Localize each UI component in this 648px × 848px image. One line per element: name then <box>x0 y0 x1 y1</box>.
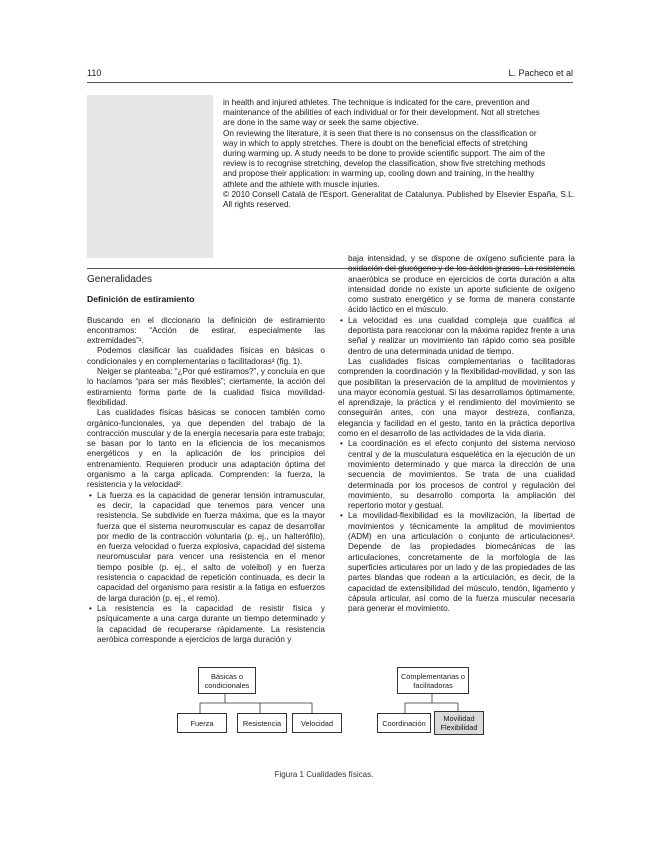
diagram-node-velocidad: Velocidad <box>292 713 342 733</box>
running-header <box>87 68 573 82</box>
paragraph: Las cualidades físicas básicas se conocen también como orgánico-funcionales, ya que dependen del trabajo de la contracción muscular y de la energía necesaria para este trabajo; se basan por lo tanto en la eficiencia de los mecanismos energéticos y en la aplicación de los principios del entrenamiento. Requieren producir una adaptación óptima del organismo a la carga aplicada. Comprenden: la fuerza, la resistencia y la velocidad². <box>87 408 325 490</box>
paragraph: Neiger se planteaba: “¿Por qué estiramos?”, y concluía en que lo hacíamos “para ser más flexibles”; ciertamente, la acción del estiramiento forma parte de la cualidad física movilidad-flexibilidad. <box>87 367 326 407</box>
list-item <box>87 491 325 604</box>
bullet-list <box>338 439 575 614</box>
right-column <box>338 254 575 614</box>
abstract-line: and propose their application: in warming up, cooling down and training, in the healthy <box>223 169 535 179</box>
diagram-node-fuerza: Fuerza <box>177 713 227 733</box>
section-title: Generalidades <box>87 274 153 285</box>
list-item <box>338 511 575 614</box>
diagram-node-complementarias: Complementarias o facilitadoras <box>397 667 469 694</box>
header-rule <box>87 82 573 83</box>
abstract-line: way in which to apply stretches. There is doubt on the beneficial effects of stretching <box>223 138 528 148</box>
list-item <box>338 439 575 511</box>
subsection-title: Definición de estiramiento <box>87 294 195 305</box>
paragraph: Podemos clasificar las cualidades físicas en básicas o condicionales y en complementarias o facilitadoras² (fig. 1). <box>87 346 325 366</box>
abstract-sidebar-box <box>87 95 213 258</box>
list-item-text: La movilidad-flexibilidad es la movilización, la libertad de movimientos y técnicamente la amplitud de movimientos (ADM) en una articulación o conjunto de articulaciones³. Depende de las propiedades biomecánicas de las articulaciones, concretamente de la morfología de las superficies articulares por un lado y de las propiedades de las partes blandas que rodean a la articulación, es decir, de la capacidad de extensibilidad del músculo, tendón, ligamento y cápsula articular, así como de la fuerza muscular necesaria para generar el movimiento. <box>348 511 575 614</box>
paragraph: Buscando en el diccionario la definición de estiramiento encontramos: “Acción de estirar, especialmente las extremidades”¹. <box>87 315 325 346</box>
list-item <box>87 604 325 645</box>
abstract-line: On reviewing the literature, it is seen that there is no consensus on the classification or <box>223 128 537 138</box>
diagram-node-basicas: Básicas o condicionales <box>198 667 256 694</box>
bullet-icon: • <box>89 603 92 613</box>
bullet-icon: • <box>89 490 92 500</box>
list-item <box>338 316 575 357</box>
abstract-line: review is to recognise stretching, develop the classification, show five stretching methods <box>223 159 546 169</box>
diagram-node-coordinacion: Coordinación <box>377 713 431 733</box>
bullet-list <box>338 316 575 357</box>
running-authors: L. Pacheco et al <box>508 68 573 78</box>
list-item-text: La resistencia es la capacidad de resistir física y psíquicamente a una carga durante un tiempo determinado y la capacidad de recuperarse rápidamente. La resistencia aeróbica corresponde a ejercicios de larga duración y <box>97 603 325 644</box>
bullet-icon: • <box>340 315 343 325</box>
bullet-icon: • <box>340 511 343 521</box>
figure-caption: Figura 1 Cualidades físicas. <box>274 770 374 779</box>
list-item-text: La coordinación es el efecto conjunto del sistema nervioso central y de la musculatura esquelética en la ejecución de un movimiento determinado y que marca la dirección de una secuencia de movimientos. Se trata de una cualidad determinada por los procesos de control y regulación del movimiento, su desarrollo comporta la ampliación del repertorio motor y gestual. <box>348 439 575 511</box>
figure-1-diagram <box>160 665 500 755</box>
paragraph: baja intensidad, y se dispone de oxígeno suficiente para la oxidación del glucógeno y de los ácidos grasos. La resistencia anaeróbica se produce en ejercicios de corta duración a alta intensidad donde no existe un aporte suficiente de oxígeno como sustrato energético y se forma de manera constante ácido láctico en el músculo. <box>348 254 575 315</box>
abstract-line: during warming up. A study needs to be done to provide scientific support. The aim of the <box>223 149 546 159</box>
abstract-line: are done in the same way or seek the same objective. <box>223 118 419 128</box>
list-item-text: La velocidad es una cualidad compleja que cualifica al deportista para reaccionar con la máxima rapidez frente a una señal y realizar un movimiento tan rápido como sea posible dentro de una determinada unidad de tiempo. <box>348 315 575 356</box>
paragraph: Las cualidades físicas complementarias o facilitadoras comprenden la coordinación y la flexibilidad-movilidad, y son las que posibilitan la preservación de la amplitud de movimientos y una mayor economía gestual. Si las desarrollamos óptimamente, el aprendizaje, la práctica y el rendimiento del movimiento se conseguirán antes, con una mayor destreza, confianza, elegancia y facilidad en el gesto, tanto en la práctica deportiva como en el desarrollo de las actividades de la vida diaria. <box>338 356 575 439</box>
diagram-node-resistencia: Resistencia <box>237 713 287 733</box>
copyright-notice: © 2010 Consell Català de l'Esport. Generalitat de Catalunya. Published by Elsevier España, S.L. All rights reserved. <box>223 189 575 210</box>
abstract-line: maintenance of the abilities of each individual or for their development. Not all stretches <box>223 108 540 118</box>
abstract-line: in health and injured athletes. The technique is indicated for the care, prevention and <box>223 98 530 107</box>
bullet-icon: • <box>340 439 343 449</box>
abstract-block <box>223 98 575 210</box>
bullet-list <box>87 491 325 645</box>
left-column <box>87 275 325 645</box>
page-number: 110 <box>87 68 102 78</box>
list-item-text: La fuerza es la capacidad de generar tensión intramuscular, es decir, la capacidad que tenemos para vencer una resistencia. Se subdivide en fuerza máxima, que es la mayor fuerza que el sistema neuromuscular es capaz de desarrollar por medio de la contracción voluntaria (p. ej., un halterófilo), en fuerza velocidad o fuerza explosiva, capacidad del sistema neuromuscular para vencer una resistencia en el menor tiempo posible (p. ej., el salto de voleibol) y en fuerza resistencia o capacidad de repetición continuada, es decir la capacidad del organismo para resistir a la fatiga en esfuerzos de larga duración (p. ej., el remo). <box>97 490 325 603</box>
diagram-node-movilidad-flexibilidad: Movilidad Flexibilidad <box>434 711 484 735</box>
abstract-line: athlete and the athlete with muscle injuries. <box>223 179 380 189</box>
